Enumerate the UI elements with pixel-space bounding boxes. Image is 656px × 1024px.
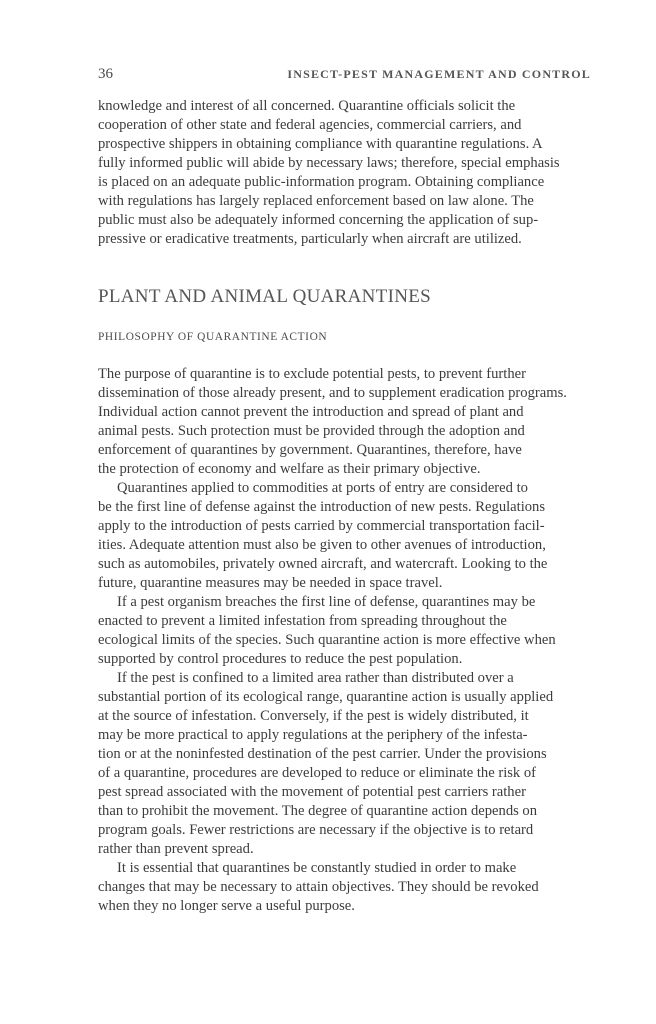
running-title: INSECT-PEST MANAGEMENT AND CONTROL (287, 67, 591, 81)
text-line: Quarantines applied to commodities at ports of entry are considered to (117, 480, 528, 496)
subsection-heading: PHILOSOPHY OF QUARANTINE ACTION (98, 331, 328, 343)
document-page (98, 66, 598, 916)
text-line: prospective shippers in obtaining compliance with quarantine regulations. A (98, 136, 543, 152)
text-line: public must also be adequately informed concerning the application of sup- (98, 212, 539, 228)
paragraph-purpose (98, 365, 598, 479)
text-line: such as automobiles, privately owned aircraft, and watercraft. Looking to the (98, 556, 548, 572)
text-line: pest spread associated with the movement of potential pest carriers rather (98, 784, 526, 800)
text-line: enforcement of quarantines by government. Quarantines, therefore, have (98, 442, 522, 458)
text-line: rather than prevent spread. (98, 841, 254, 857)
text-line: is placed on an adequate public-information program. Obtaining compliance (98, 174, 545, 190)
text-line: If a pest organism breaches the first line of defense, quarantines may be (117, 594, 536, 610)
section-heading: PLANT AND ANIMAL QUARANTINES (98, 286, 431, 307)
text-line: when they no longer serve a useful purpose. (98, 898, 355, 914)
text-line: supported by control procedures to reduce the pest population. (98, 651, 463, 667)
text-line: enacted to prevent a limited infestation from spreading throughout the (98, 613, 507, 629)
intro-paragraph (98, 97, 598, 249)
text-line: future, quarantine measures may be needed in space travel. (98, 575, 443, 591)
text-line: at the source of infestation. Conversely, if the pest is widely distributed, it (98, 708, 529, 724)
text-line: cooperation of other state and federal agencies, commercial carriers, and (98, 117, 522, 133)
text-line: It is essential that quarantines be constantly studied in order to make (117, 860, 517, 876)
text-line: Individual action cannot prevent the introduction and spread of plant and (98, 404, 524, 420)
text-line: pressive or eradicative treatments, particularly when aircraft are utilized. (98, 231, 522, 247)
text-line: The purpose of quarantine is to exclude potential pests, to prevent further (98, 366, 526, 382)
text-line: ecological limits of the species. Such quarantine action is more effective when (98, 632, 556, 648)
page-number: 36 (98, 66, 113, 82)
text-line: If the pest is confined to a limited area rather than distributed over a (117, 670, 514, 686)
paragraph-first-line-breach (98, 593, 598, 669)
text-line: apply to the introduction of pests carried by commercial transportation facil- (98, 518, 545, 534)
text-line: changes that may be necessary to attain objectives. They should be revoked (98, 879, 539, 895)
text-line: tion or at the noninfested destination of the pest carrier. Under the provisions (98, 746, 547, 762)
running-header (98, 66, 591, 88)
text-line: fully informed public will abide by necessary laws; therefore, special emphasis (98, 155, 560, 171)
text-line: animal pests. Such protection must be provided through the adoption and (98, 423, 525, 439)
text-line: than to prohibit the movement. The degree of quarantine action depends on (98, 803, 538, 819)
text-line: the protection of economy and welfare as their primary objective. (98, 461, 481, 477)
text-line: ities. Adequate attention must also be given to other avenues of introduction, (98, 537, 546, 553)
text-line: program goals. Fewer restrictions are necessary if the objective is to retard (98, 822, 534, 838)
text-line: with regulations has largely replaced enforcement based on law alone. The (98, 193, 534, 209)
text-line: dissemination of those already present, and to supplement eradication programs. (98, 385, 567, 401)
paragraph-limited-area (98, 669, 598, 859)
text-line: be the first line of defense against the introduction of new pests. Regulations (98, 499, 546, 515)
text-line: substantial portion of its ecological range, quarantine action is usually applied (98, 689, 554, 705)
text-line: may be more practical to apply regulations at the periphery of the infesta- (98, 727, 528, 743)
paragraph-essential-study (98, 859, 598, 916)
section-body (98, 365, 598, 916)
text-line: of a quarantine, procedures are developed to reduce or eliminate the risk of (98, 765, 537, 781)
paragraph-ports-of-entry (98, 479, 598, 593)
text-line: knowledge and interest of all concerned. Quarantine officials solicit the (98, 98, 516, 114)
